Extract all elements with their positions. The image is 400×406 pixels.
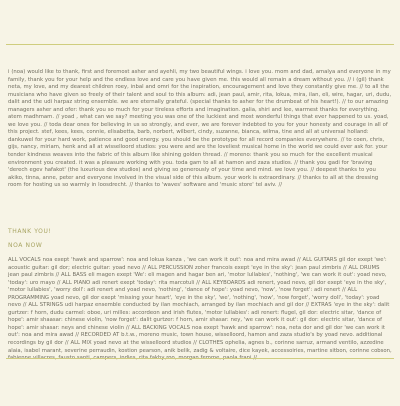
bottom-divider-rule — [6, 358, 394, 359]
thanks-paragraph: i (noa) would like to thank, first and foremost asher and ayehli, my two beautiful wings. i love you. mom and dad, amalya and everyone in my family, thank you for your help and the endless love and care you have given me. this would all remain a dream without you. // i (gil) thank neta, my love, and my dearest children roey, inbal and omri for the inspiration, encouragement and love they constantly give me. // to all the musicians who have given so freely of their talent and soul to this album: adi, jean paul, amir, rita, lokua, mira, ilan, eli, wire, hagar, uri, dudu, dalit and the udi harpaz string ensemble. we are eternally grateful. (special thanks to asher for the drumbeat of his heart!). // to our amazing managers asher and ofer: thank you so much for your tireless efforts and imagination. galia, shiri and lee, warmest thanks for everything. atem madhmam. // yoad , what can we say? meeting you was one of the luckiest and most wonderful things that ever happened to us. yoad, we love you. // toda dear ones for believing in us so strongly, and ever, we are forever indebted to you for your honesty and courage in all of this project. stef, kees, kees, connie, elisabetta, barb, norbert, wilbert, cindy, suzanne, bianca, wilma, tine and all at universal holland: dankuwel for your hard work, patience and good energy. you should be the prototype for all record companies everywhere. // to coen, chris, gijs, nancy, miriam, henk and all at wisselloord studios: you were and are the loveliest musical home in the world we could ever ask for. your tender kindness weaves into the fabric of this album like shining golden thread. // moreno: thank you so much for the excellent musical environment you created. it was a pleasure working with you. toda gam to all at hamon and zaza studios. // thank you gadi for 'braving 'derech egev hafakot' (the luxurious dew studios) and giving so generously of your time and mind. we love you. // deepest thanks to you akiko, tinna, anne, peter and everyone involved in the visual side of this album. your work is extraordinary. // thanks to all at the dressing room for hosting us so warmly in loosdrecht. // thanks to 'waves' software and 'music store' tel aviv. // — [8, 69, 392, 189]
thank-you-heading: THANK YOU! — [8, 228, 52, 235]
top-divider-rule — [6, 44, 394, 45]
credits-paragraph: ALL VOCALS noa exept 'hawk and sparrow': noa and lokua kanza , 'we can work it out': noa and mira awad // ALL GUITARS gil dor exept 'we': acoustic guitar: gil dor; electric guitar: yoad nevo // ALL PERCUSSION zoher francois exept 'eye in the sky': jean paul zimbris // ALL DRUMS jean paul zimbris // ALL BASS eli magen exept 'We': eli magen and hagar ben ari, 'motor lullabies', 'nothing', 'we can work it out': yoad nevo, 'today': uro mayo // ALL PIANO adi renert exept 'today': rita marcotuli // ALL KEYBOARDS adi renert, yoad nevo, gil dor exept 'eye in the sky', 'motor lullabies', 'worry doll': adi renert and yoad nevo, 'nothing', 'dance of hope': yoad nevo, 'now', 'now forget': adi renert // ALL PROGRAMMING yoad nevo, gil dor exept 'missing your heart', 'eye in the sky', 'we', 'nothing', 'now', 'now forget', 'worry doll', 'today': yoad nevo // ALL STRINGS udi harpaz ensemble conducted by ilan mochiach, arranged by ilan mochiach and gil dor // EXTRAS 'eye in the sky': dalit gurtzer: f horn, dudu carmel: oboe, uri milles: accordeon and irish flutes, 'motor lullabies': adi renert: flugel, gil dor: electric sitar, 'dance of hope': amir shaasar: chinese violin, 'now forget': dalit gurtzer: f horn, amir shasar: ney, 'we can work it out': gil dor: electric sitar, 'dance of hope': amir shasar: neys and chinese violin // ALL BACKING VOCALS noa exept 'hawk and sparrow': noa, neta dor and gil dor 'we can work it out': noa and mira awad // RECORDED AT b.t.w., moreno music, town house, wisselloord, hamon and zaza studio's by yoad nevo. additional recordings by gil dor // ALL MIX yoad nevo at the wisselloord studios // CLOTHES ophelia, agnes b., corinne sarruz, armand ventilo, azzedine alaia, isabel marant, severine perraudin, kostion pearson, anik belik, zadig & voltaire, dice kayek, accessoiries, martine sitbon, corinne cobson, — [8, 257, 392, 354]
noa-now-heading: NOA NOW — [8, 242, 43, 249]
